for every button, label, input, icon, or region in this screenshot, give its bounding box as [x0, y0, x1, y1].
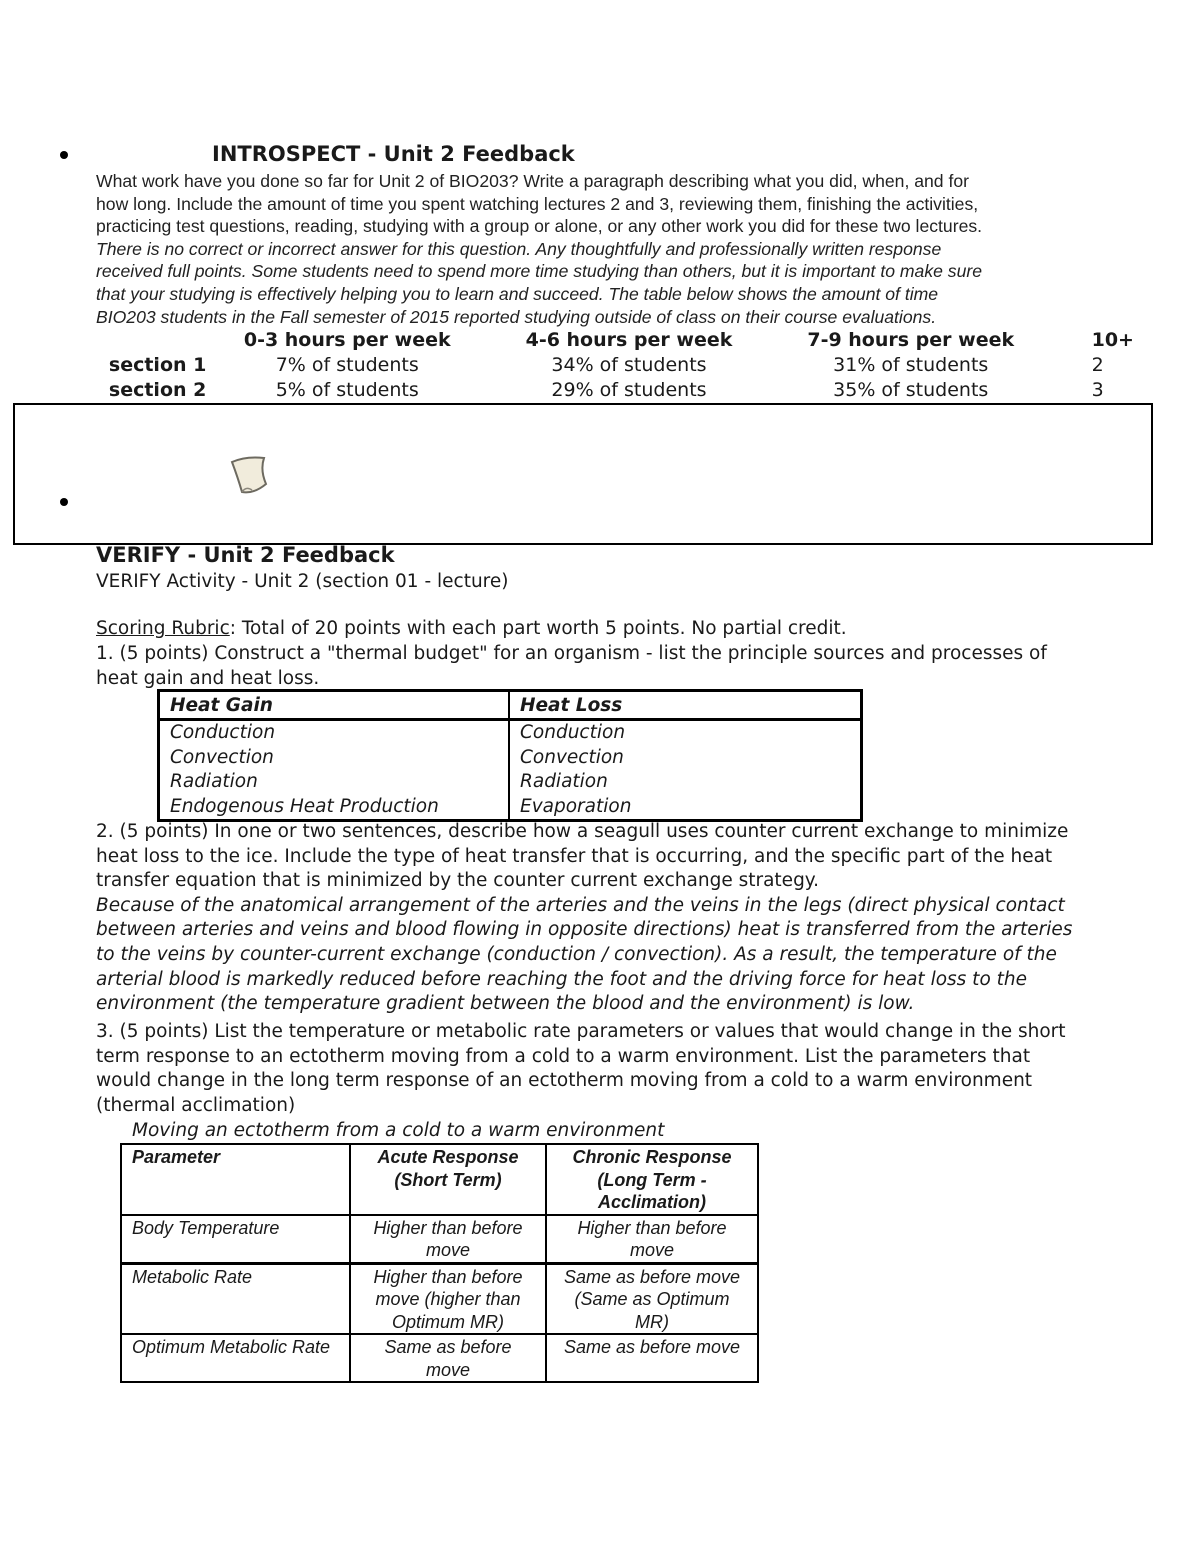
table-row	[60, 377, 1200, 402]
question-line: term response to an ectotherm moving from a cold to a warm environment. List the parameters that	[96, 1045, 1031, 1067]
table-cell: Higher than before move	[546, 1215, 758, 1264]
list-item: Evaporation	[520, 795, 632, 817]
note-line: BIO203 students in the Fall semester of 2015 reported studying outside of class on their course evaluations.	[96, 306, 937, 327]
verify-subtitle: VERIFY Activity - Unit 2 (section 01 - lecture)	[96, 571, 509, 592]
question-line: (thermal acclimation)	[96, 1094, 296, 1116]
prompt-line: practicing test questions, reading, studying with a group or alone, or any other work you did for these two lectures.	[96, 216, 983, 237]
question-line: transfer equation that is minimized by the counter current exchange strategy.	[96, 870, 819, 892]
prompt-line: how long. Include the amount of time you spent watching lectures 2 and 3, reviewing them, finishing the activities,	[96, 193, 979, 214]
answer-line: environment (the temperature gradient between the blood and the environment) is low.	[96, 993, 915, 1015]
prompt-line: What work have you done so far for Unit 2 of BIO203? Write a paragraph describing what you did, when, and for	[96, 171, 970, 191]
answer-line: Because of the anatomical arrangement of the arteries and the veins in the legs (direct physical contact	[96, 894, 1065, 916]
question-1	[96, 642, 1106, 691]
question-3	[96, 1020, 1066, 1118]
table-cell: 31% of students	[833, 353, 989, 376]
introspect-prompt	[96, 170, 1096, 328]
question-line: heat gain and heat loss.	[96, 667, 320, 689]
table-caption: Moving an ectotherm from a cold to a warm environment	[132, 1120, 665, 1141]
table-cell: 7% of students	[275, 353, 419, 376]
thermal-budget-table	[157, 689, 863, 822]
list-item: Radiation	[520, 771, 608, 793]
table-header-cell: Heat Gain	[159, 691, 510, 720]
table-cell: Same as before move (Same as Optimum MR)	[546, 1263, 758, 1334]
note-line: There is no correct or incorrect answer for this question. Any thoughtfully and professionally written response	[96, 238, 942, 259]
table-header-cell: Acute Response (Short Term)	[350, 1144, 546, 1215]
table-header-row	[60, 327, 1200, 352]
table-cell: 35% of students	[833, 378, 989, 401]
row-label: section 2	[108, 378, 207, 401]
table-cell: Same as before move	[350, 1334, 546, 1382]
response-table	[120, 1143, 759, 1383]
table-row	[121, 1215, 758, 1264]
answer-box	[13, 403, 1153, 545]
note-line: received full points. Some students need to spend more time studying than others, but it is important to make sure	[96, 261, 983, 282]
rubric-text: : Total of 20 points with each part worth 5 points. No partial credit.	[229, 618, 847, 639]
heat-loss-cell	[509, 720, 862, 821]
list-item: Convection	[520, 746, 624, 768]
table-cell: Same as before move	[546, 1334, 758, 1382]
table-header-cell: 4-6 hours per week	[525, 328, 733, 351]
answer-line: to the veins by counter-current exchange (conduction / convection). As a result, the temperature of the	[96, 943, 1057, 965]
table-cell: Higher than before move	[350, 1215, 546, 1264]
table-header-cell: Heat Loss	[509, 691, 862, 720]
table-header-cell: 7-9 hours per week	[807, 328, 1015, 351]
table-cell: Optimum Metabolic Rate	[121, 1334, 350, 1382]
table-header-cell: Parameter	[121, 1144, 350, 1215]
table-header-row	[159, 691, 862, 720]
question-2	[96, 820, 1072, 1017]
table-cell: Metabolic Rate	[121, 1263, 350, 1334]
bullet-marker	[60, 151, 68, 159]
list-item: Conduction	[520, 722, 626, 743]
table-cell: 29% of students	[551, 378, 707, 401]
list-item: Endogenous Heat Production	[170, 795, 439, 817]
table-header-cell: Chronic Response (Long Term - Acclimation)	[546, 1144, 758, 1215]
question-line: would change in the long term response of an ectotherm moving from a cold to a warm environment	[96, 1070, 1033, 1092]
table-row	[121, 1334, 758, 1382]
rubric-label: Scoring Rubric	[96, 618, 230, 639]
scoring-rubric	[96, 618, 847, 639]
question-line: 1. (5 points) Construct a "thermal budget" for an organism - list the principle sources and processes of	[96, 643, 1047, 664]
introspect-title: INTROSPECT - Unit 2 Feedback	[212, 142, 575, 166]
table-row	[121, 1263, 758, 1334]
table-cell: Higher than before move (higher than Optimum MR)	[350, 1263, 546, 1334]
table-row	[159, 720, 862, 821]
list-item: Radiation	[170, 771, 258, 793]
row-label: section 1	[108, 353, 207, 376]
table-cell: 3	[1091, 378, 1104, 401]
question-line: heat loss to the ice. Include the type of heat transfer that is occurring, and the specific part of the heat	[96, 845, 1053, 867]
question-line: 3. (5 points) List the temperature or metabolic rate parameters or values that would change in the short	[96, 1021, 1066, 1042]
study-hours-table	[60, 327, 1200, 402]
table-cell: Body Temperature	[121, 1215, 350, 1264]
bullet-marker	[60, 498, 68, 506]
question-line: 2. (5 points) In one or two sentences, describe how a seagull uses counter current exchange to minimize	[96, 821, 1069, 842]
heat-gain-cell	[159, 720, 510, 821]
table-header-cell	[60, 327, 206, 352]
table-header-cell: 0-3 hours per week	[243, 328, 451, 351]
answer-line: arterial blood is markedly reduced before reaching the foot and the driving force for heat loss to the	[96, 968, 1027, 990]
list-item: Convection	[170, 746, 274, 768]
table-cell: 34% of students	[551, 353, 707, 376]
answer-line: between arteries and veins and blood flowing in opposite directions) heat is transferred from the arteries	[96, 919, 1073, 941]
note-line: that your studying is effectively helping you to learn and succeed. The table below shows the amount of time	[96, 283, 939, 304]
table-header-row	[121, 1144, 758, 1215]
table-cell: 2	[1091, 353, 1104, 376]
table-row	[60, 352, 1200, 377]
note-icon[interactable]	[226, 454, 270, 496]
table-header-cell: 10+	[1091, 328, 1134, 351]
verify-title: VERIFY - Unit 2 Feedback	[96, 543, 395, 567]
question-2-answer	[96, 894, 1072, 1017]
table-cell: 5% of students	[275, 378, 419, 401]
list-item: Conduction	[170, 722, 276, 743]
